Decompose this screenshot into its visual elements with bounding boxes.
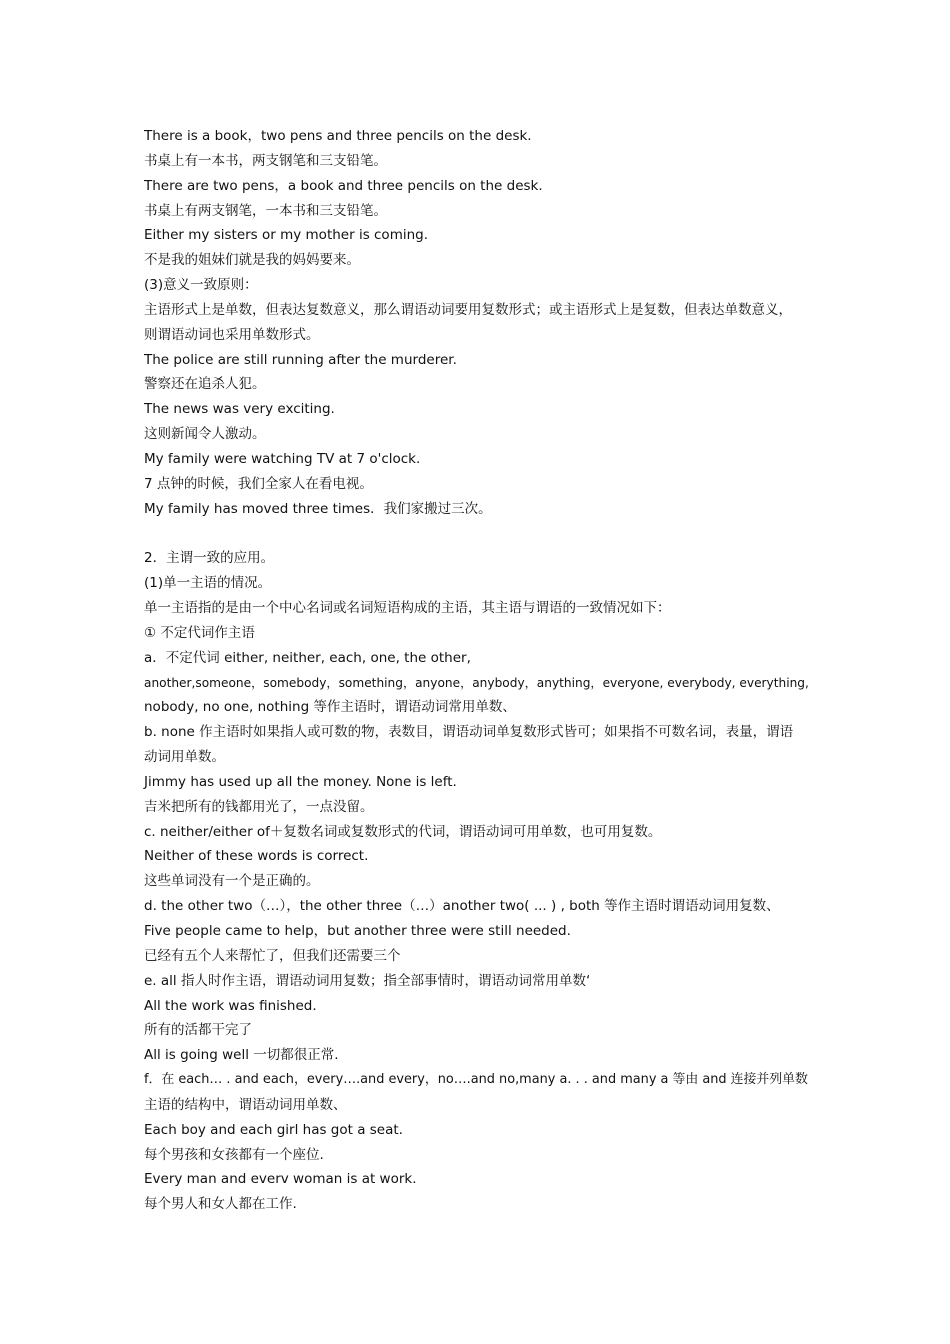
text-line: 单一主语指的是由一个中心名词或名词短语构成的主语，其主语与谓语的一致情况如下： [144, 600, 671, 617]
text-line: Neither of these words is correct. [144, 848, 369, 865]
text-line: 吉米把所有的钱都用光了，一点没留。 [144, 798, 374, 815]
text-line: another,someone，somebody，something，anyone，anybody，anything，everyone, everybody, everything, [144, 675, 809, 690]
text-line: b. none 作主语时如果指人或可数的物，表数目，谓语动词单复数形式皆可；如果指不可数名词，表量，谓语 [144, 724, 794, 741]
text-line: nobody, no one, nothing 等作主语时，谓语动词常用单数、 [144, 699, 516, 716]
text-line: 动词用单数。 [144, 749, 225, 766]
text-line: 警察还在追杀人犯。 [144, 376, 266, 393]
text-line: f．在 each… . and each，every….and every，no….and no,many a. . . and many a 等由 and 连接并列单数 [144, 1072, 808, 1088]
text-line: 不是我的姐妹们就是我的妈妈要来。 [144, 252, 360, 269]
text-line: 这些单词没有一个是正确的。 [144, 873, 320, 890]
text-line: 每个男孩和女孩都有一个座位. [144, 1146, 324, 1163]
text-line: Every man and everv woman is at work. [144, 1171, 417, 1188]
text-line: 书桌上有一本书，两支钢笔和三支铅笔。 [144, 152, 387, 169]
text-line: 书桌上有两支钢笔，一本书和三支铅笔。 [144, 202, 387, 219]
text-line: 所有的活都干完了 [144, 1022, 252, 1039]
section-heading: 2．主谓一致的应用。 [144, 550, 275, 567]
text-line: My family has moved three times．我们家搬过三次。 [144, 500, 492, 517]
text-line: All the work was finished. [144, 997, 317, 1014]
text-line: Jimmy has used up all the money. None is left. [144, 773, 457, 790]
text-line: 主语形式上是单数，但表达复数意义，那么谓语动词要用复数形式；或主语形式上是复数，但表达单数意义， [144, 301, 792, 318]
blank-line [144, 522, 812, 547]
subsection-heading: ① 不定代词作主语 [144, 624, 255, 641]
text-line: 则谓语动词也采用单数形式。 [144, 326, 320, 343]
text-line: The police are still running after the murderer. [144, 351, 457, 368]
text-line: There is a book，two pens and three pencils on the desk. [144, 128, 532, 144]
text-line: Each boy and each girl has got a seat. [144, 1121, 403, 1138]
text-line: e. all 指人时作主语，谓语动词用复数；指全部事情时，谓语动词常用单数‘ [144, 972, 591, 989]
text-line: 每个男人和女人都在工作. [144, 1196, 297, 1213]
section-heading: (3)意义一致原则： [144, 277, 258, 294]
text-line: 已经有五个人来帮忙了，但我们还需要三个 [144, 947, 401, 964]
text-line: My family were watching TV at 7 o'clock. [144, 450, 421, 467]
text-line: Either my sisters or my mother is coming. [144, 227, 429, 244]
text-line: c. neither/either of＋复数名词或复数形式的代词，谓语动词可用单数，也可用复数。 [144, 823, 662, 840]
text-line: 7 点钟的时候，我们全家人在看电视。 [144, 475, 373, 492]
document-body [144, 124, 812, 1217]
text-line: All is going well 一切都很正常. [144, 1047, 339, 1064]
text-line: a．不定代词 either, neither, each, one, the other, [144, 649, 471, 666]
text-line: There are two pens，a book and three pencils on the desk. [144, 177, 543, 194]
section-heading: (1)单一主语的情况。 [144, 575, 272, 592]
text-line: Five people came to help，but another three were still needed. [144, 923, 571, 939]
text-line: d. the other two（…），the other three（…）another two( ... ) , both 等作主语时谓语动词用复数、 [144, 898, 780, 915]
text-line: 主语的结构中，谓语动词用单数、 [144, 1096, 347, 1113]
text-line: The news was very exciting. [144, 401, 335, 418]
text-line: 这则新闻令人激动。 [144, 426, 266, 443]
